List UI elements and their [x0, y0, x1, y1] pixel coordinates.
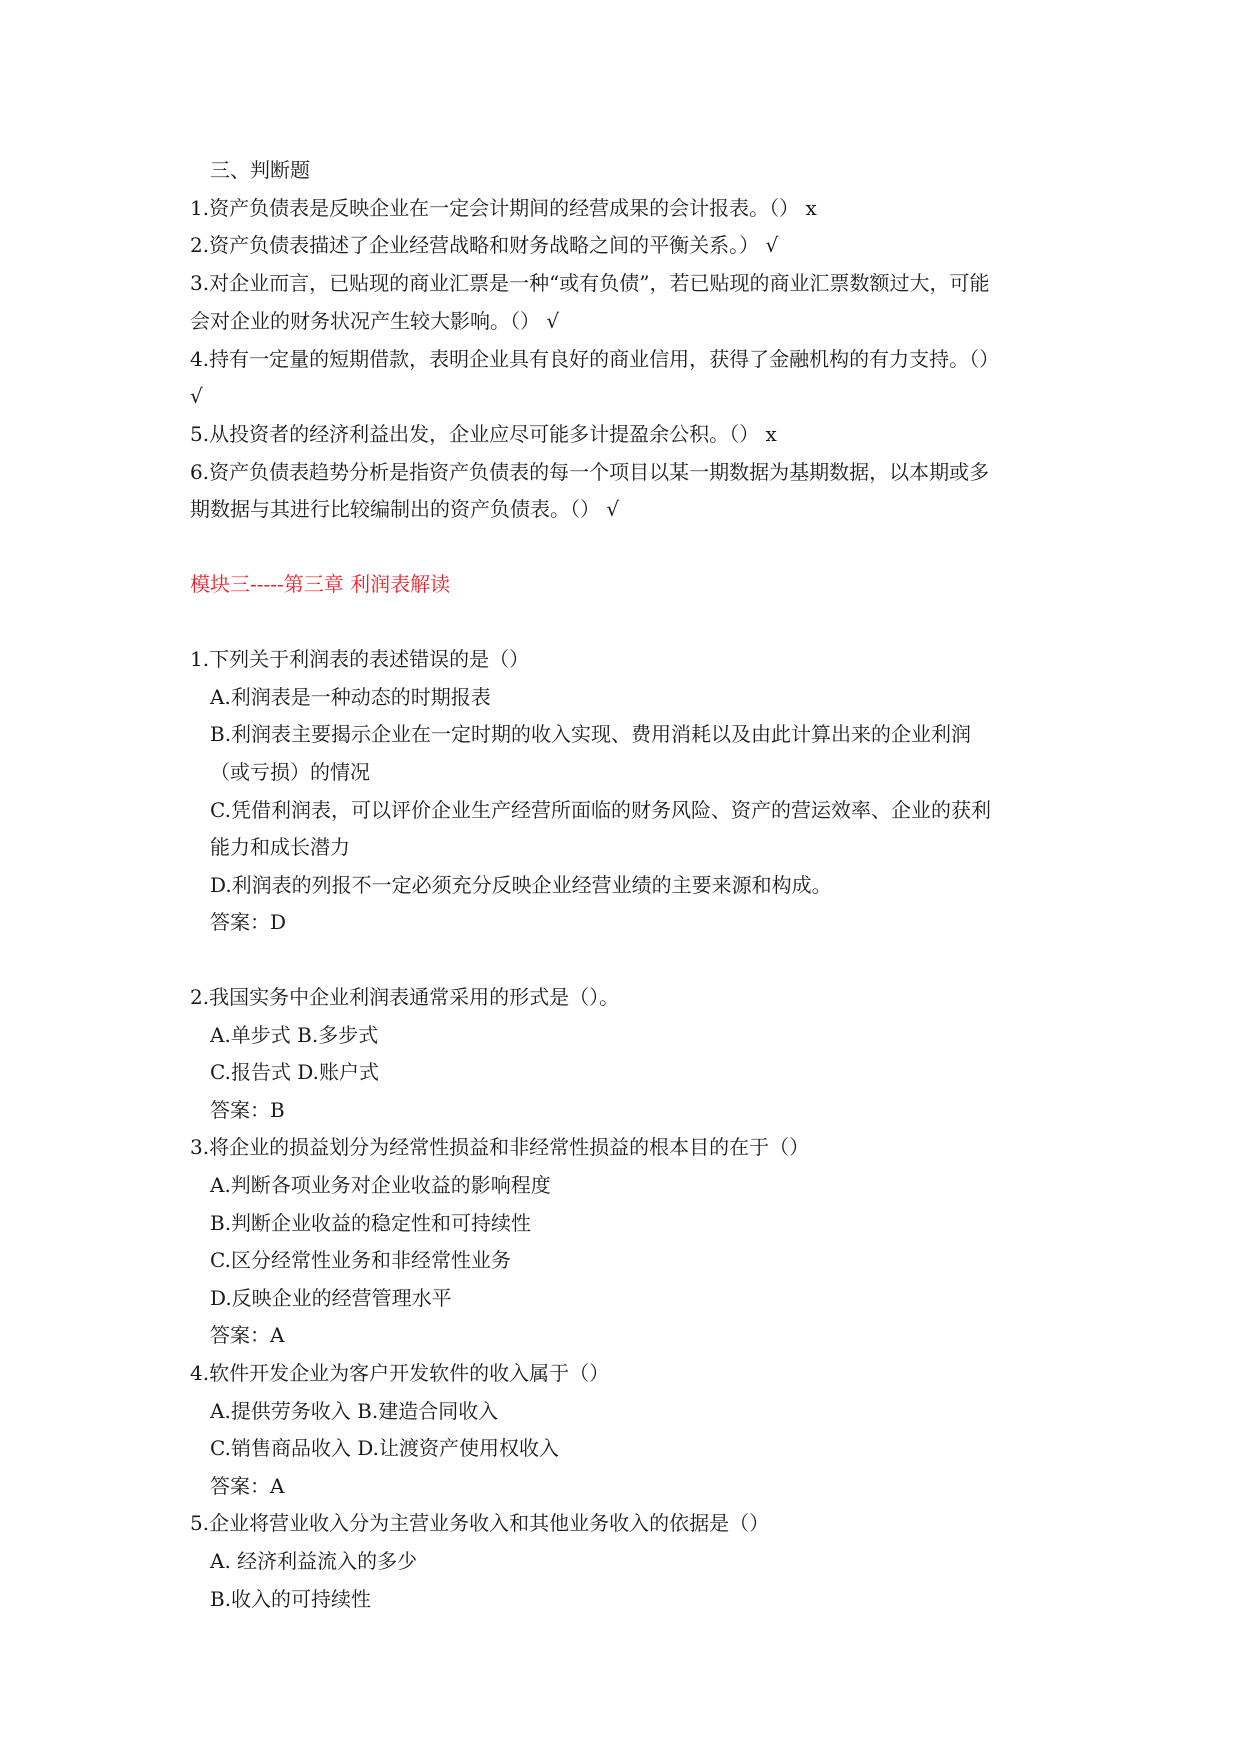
choice-q4-options-cd: C.销售商品收入 D.让渡资产使用权收入 [210, 1436, 559, 1460]
choice-q2-stem: 2.我国实务中企业利润表通常采用的形式是（）。 [190, 985, 620, 1009]
choice-q1-option-d: D.利润表的列报不一定必须充分反映企业经营业绩的主要来源和构成。 [210, 873, 832, 897]
choice-q1-option-b-line2: （或亏损）的情况 [210, 760, 370, 784]
choice-q1-stem: 1.下列关于利润表的表述错误的是（） [190, 647, 530, 671]
choice-q1-option-b-line1: B.利润表主要揭示企业在一定时期的收入实现、费用消耗以及由此计算出来的企业利润 [210, 722, 972, 746]
judgment-q3-line1: 3.对企业而言，已贴现的商业汇票是一种“或有负债”，若已贴现的商业汇票数额过大，可能 [190, 271, 990, 295]
choice-q5-option-b: B.收入的可持续性 [210, 1587, 372, 1611]
choice-q3-stem: 3.将企业的损益划分为经常性损益和非经常性损益的根本目的在于（） [190, 1135, 810, 1159]
judgment-q3-line2: 会对企业的财务状况产生较大影响。（） √ [190, 309, 560, 333]
choice-q1-option-c-line1: C.凭借利润表，可以评价企业生产经营所面临的财务风险、资产的营运效率、企业的获利 [210, 798, 991, 822]
judgment-q5: 5.从投资者的经济利益出发，企业应尽可能多计提盈余公积。（） x [190, 422, 777, 446]
module-title: 模块三-----第三章 利润表解读 [190, 572, 451, 596]
choice-q3-option-c: C.区分经常性业务和非经常性业务 [210, 1248, 511, 1272]
choice-q3-option-b: B.判断企业收益的稳定性和可持续性 [210, 1211, 532, 1235]
judgment-q2: 2.资产负债表描述了企业经营战略和财务战略之间的平衡关系。） √ [190, 233, 779, 257]
judgment-q1: 1.资产负债表是反映企业在一定会计期间的经营成果的会计报表。（） x [190, 196, 817, 220]
choice-q1-answer: 答案：D [210, 910, 287, 934]
choice-q1-option-c-line2: 能力和成长潜力 [210, 835, 350, 859]
choice-q3-answer: 答案：A [210, 1323, 285, 1347]
choice-q3-option-d: D.反映企业的经营管理水平 [210, 1286, 452, 1310]
judgment-q6-line1: 6.资产负债表趋势分析是指资产负债表的每一个项目以某一期数据为基期数据，以本期或多 [190, 460, 990, 484]
choice-q4-answer: 答案：A [210, 1474, 285, 1498]
choice-q1-option-a: A.利润表是一种动态的时期报表 [210, 685, 491, 709]
choice-q4-options-ab: A.提供劳务收入 B.建造合同收入 [210, 1399, 499, 1423]
choice-q3-option-a: A.判断各项业务对企业收益的影响程度 [210, 1173, 551, 1197]
choice-q2-options-cd: C.报告式 D.账户式 [210, 1060, 379, 1084]
judgment-q4-line1: 4.持有一定量的短期借款，表明企业具有良好的商业信用，获得了金融机构的有力支持。（） [190, 347, 1000, 371]
judgment-q4-line2: √ [190, 384, 203, 408]
choice-q2-options-ab: A.单步式 B.多步式 [210, 1023, 379, 1047]
choice-q4-stem: 4.软件开发企业为客户开发软件的收入属于（） [190, 1361, 610, 1385]
judgment-q6-line2: 期数据与其进行比较编制出的资产负债表。（） √ [190, 497, 620, 521]
choice-q5-option-a: A. 经济利益流入的多少 [210, 1549, 418, 1573]
choice-q2-answer: 答案：B [210, 1098, 285, 1122]
section-heading-judgment: 三、判断题 [210, 158, 310, 182]
choice-q5-stem: 5.企业将营业收入分为主营业务收入和其他业务收入的依据是（） [190, 1511, 770, 1535]
